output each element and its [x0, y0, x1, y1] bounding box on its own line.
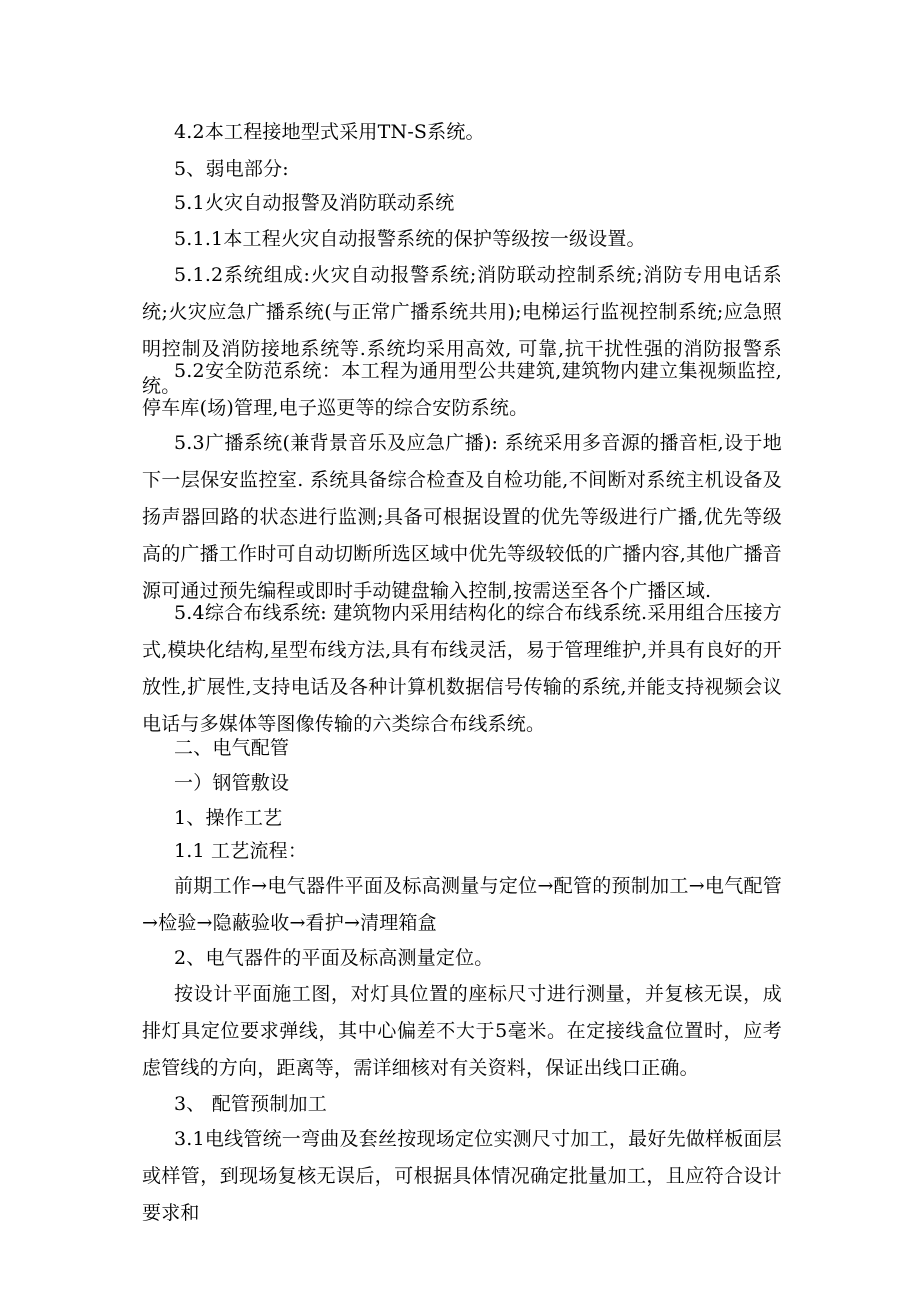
- paragraph-security-system: 5.2安全防范系统：本工程为通用型公共建筑,建筑物内建立集视频监控,停车库(场)管理,电子巡更等的综合安防系统。: [142, 360, 782, 419]
- paragraph-grounding-type: 4.2本工程接地型式采用TN-S系统。: [174, 121, 485, 143]
- heading-fire-alarm: 5.1火灾自动报警及消防联动系统: [174, 192, 455, 214]
- paragraph-positioning: 按设计平面施工图，对灯具位置的座标尺寸进行测量，并复核无误，成排灯具定位要求弹线，其中心偏差不大于5毫米。在定接线盒位置时，应考虑管线的方向，距离等，需详细核对有关资料，保证出线口正确。: [142, 983, 782, 1079]
- heading-electrical-piping: 二、电气配管: [174, 737, 290, 759]
- paragraph-process-flow: 前期工作→电气器件平面及标高测量与定位→配管的预制加工→电气配管→检验→隐蔽验收→看护→清理箱盒: [142, 875, 782, 934]
- paragraph-broadcast-system: 5.3广播系统(兼背景音乐及应急广播): 系统采用多音源的播音柜,设于地下一层保安监控室. 系统具备综合检查及自检功能,不间断对系统主机设备及扬声器回路的状态进行监测;具备可根据设置的优先等级进行广播,优先等级高的广播工作时可自动切断所选区域中优先等级较低的广播内容,其他广播音源可通过预先编程或即时手动键盘输入控制,按需送至各个广播区域.: [142, 432, 782, 602]
- paragraph-system-composition: 5.1.2系统组成:火灾自动报警系统;消防联动控制系统;消防专用电话系统;火灾应急广播系统(与正常广播系统共用);电梯运行监视控制系统;应急照明控制及消防接地系统等.系统均采用高效, 可靠,抗干扰性强的消防报警系统。: [142, 264, 782, 397]
- heading-process-flow: 1.1 工艺流程：: [174, 840, 308, 862]
- heading-operation-process: 1、操作工艺: [174, 807, 283, 829]
- paragraph-prefabrication: 3.1电线管统一弯曲及套丝按现场定位实测尺寸加工，最好先做样板面层或样管，到现场复核无误后，可根据具体情况确定批量加工，且应符合设计要求和: [142, 1128, 782, 1224]
- heading-prefabrication: 3、 配管预制加工: [174, 1093, 327, 1115]
- heading-positioning: 2、电气器件的平面及标高测量定位。: [174, 947, 494, 969]
- paragraph-protection-level: 5.1.1本工程火灾自动报警系统的保护等级按一级设置。: [174, 228, 646, 250]
- heading-weak-current: 5、弱电部分:: [174, 158, 289, 180]
- heading-steel-pipe-laying: 一）钢管敷设: [174, 772, 290, 794]
- paragraph-cabling-system: 5.4综合布线系统: 建筑物内采用结构化的综合布线系统.采用组合压接方式,模块化结构,星型布线方法,具有布线灵活，易于管理维护,并具有良好的开放性,扩展性,支持电话及各种计算机数据信号传输的系统,并能支持视频会议电话与多媒体等图像传输的六类综合布线系统。: [142, 602, 782, 735]
